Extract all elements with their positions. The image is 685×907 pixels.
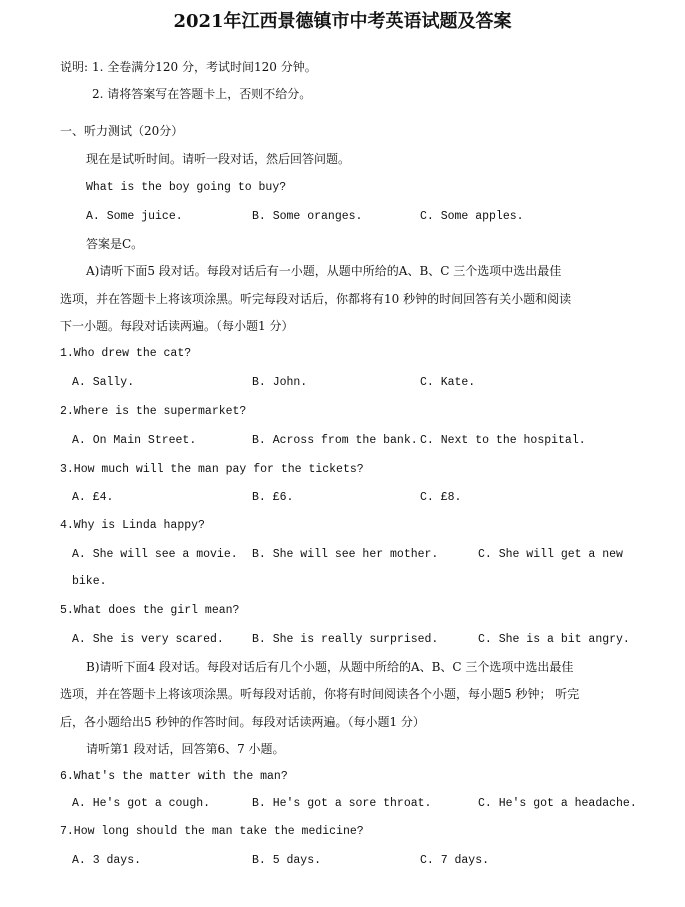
section-heading: 一、听力测试（20分） [60,124,184,138]
q4-option-c-continued: bike. [72,575,107,588]
q5-option-c: C. She is a bit angry. [478,633,630,646]
dialog1-intro: 请听第1 段对话，回答第6、7 小题。 [86,742,285,756]
partA-line-3: 下一小题。每段对话读两遍。（每小题1 分） [60,319,294,333]
partA-line-1: A)请听下面5 段对话。每段对话后有一小题，从题中所给的A、B、C 三个选项中选出最佳 [86,264,562,278]
q7-option-a: A. 3 days. [72,854,142,867]
q5-option-a: A. She is very scared. [72,633,224,646]
question-2: 2.Where is the supermarket? [60,405,247,418]
q1-option-b: B. John. [252,376,308,389]
q2-option-a: A. On Main Street. [72,434,197,447]
question-3: 3.How much will the man pay for the tickets? [60,463,364,476]
q4-option-c: C. She will get a new [478,548,623,561]
q2-option-b: B. Across from the bank. [252,434,418,447]
notes-prefix: 说明: [60,60,89,74]
q3-option-c: C. £8. [420,491,462,504]
q1-option-c: C. Kate. [420,376,476,389]
q5-option-b: B. She is really surprised. [252,633,439,646]
sample-option-c: C. Some apples. [420,210,524,223]
q7-option-b: B. 5 days. [252,854,322,867]
q4-option-a: A. She will see a movie. [72,548,238,561]
partB-line-3: 后，各小题给出5 秒钟的作答时间。每段对话读两遍。（每小题1 分） [60,715,425,729]
note-2: 2. 请将答案写在答题卡上，否则不给分。 [92,87,312,101]
partA-line-2: 选项，并在答题卡上将该项涂黑。听完每段对话后，你都将有10 秒钟的时间回答有关小题和阅读 [60,292,572,306]
page-title: 2021年江西景德镇市中考英语试题及答案 [173,11,512,32]
q3-option-b: B. £6. [252,491,294,504]
note-1: 1. 全卷满分120 分，考试时间120 分钟。 [92,60,317,74]
question-7: 7.How long should the man take the medicine? [60,825,364,838]
sample-option-a: A. Some juice. [86,210,183,223]
q2-option-c: C. Next to the hospital. [420,434,586,447]
q6-option-c: C. He's got a headache. [478,797,637,810]
question-5: 5.What does the girl mean? [60,604,240,617]
sample-answer: 答案是C。 [86,237,144,251]
q7-option-c: C. 7 days. [420,854,490,867]
partB-line-1: B)请听下面4 段对话。每段对话后有几个小题，从题中所给的A、B、C 三个选项中选出最佳 [86,660,574,674]
question-6: 6.What's the matter with the man? [60,770,288,783]
q6-option-b: B. He's got a sore throat. [252,797,432,810]
question-4: 4.Why is Linda happy? [60,519,205,532]
question-1: 1.Who drew the cat? [60,347,192,360]
section-intro: 现在是试听时间。请听一段对话，然后回答问题。 [86,152,351,166]
q6-option-a: A. He's got a cough. [72,797,211,810]
q3-option-a: A. £4. [72,491,114,504]
partB-line-2: 选项，并在答题卡上将该项涂黑。听每段对话前，你将有时间阅读各个小题，每小题5 秒钟； 听完 [60,687,580,701]
q4-option-b: B. She will see her mother. [252,548,439,561]
q1-option-a: A. Sally. [72,376,135,389]
sample-question: What is the boy going to buy? [86,181,287,194]
sample-option-b: B. Some oranges. [252,210,363,223]
